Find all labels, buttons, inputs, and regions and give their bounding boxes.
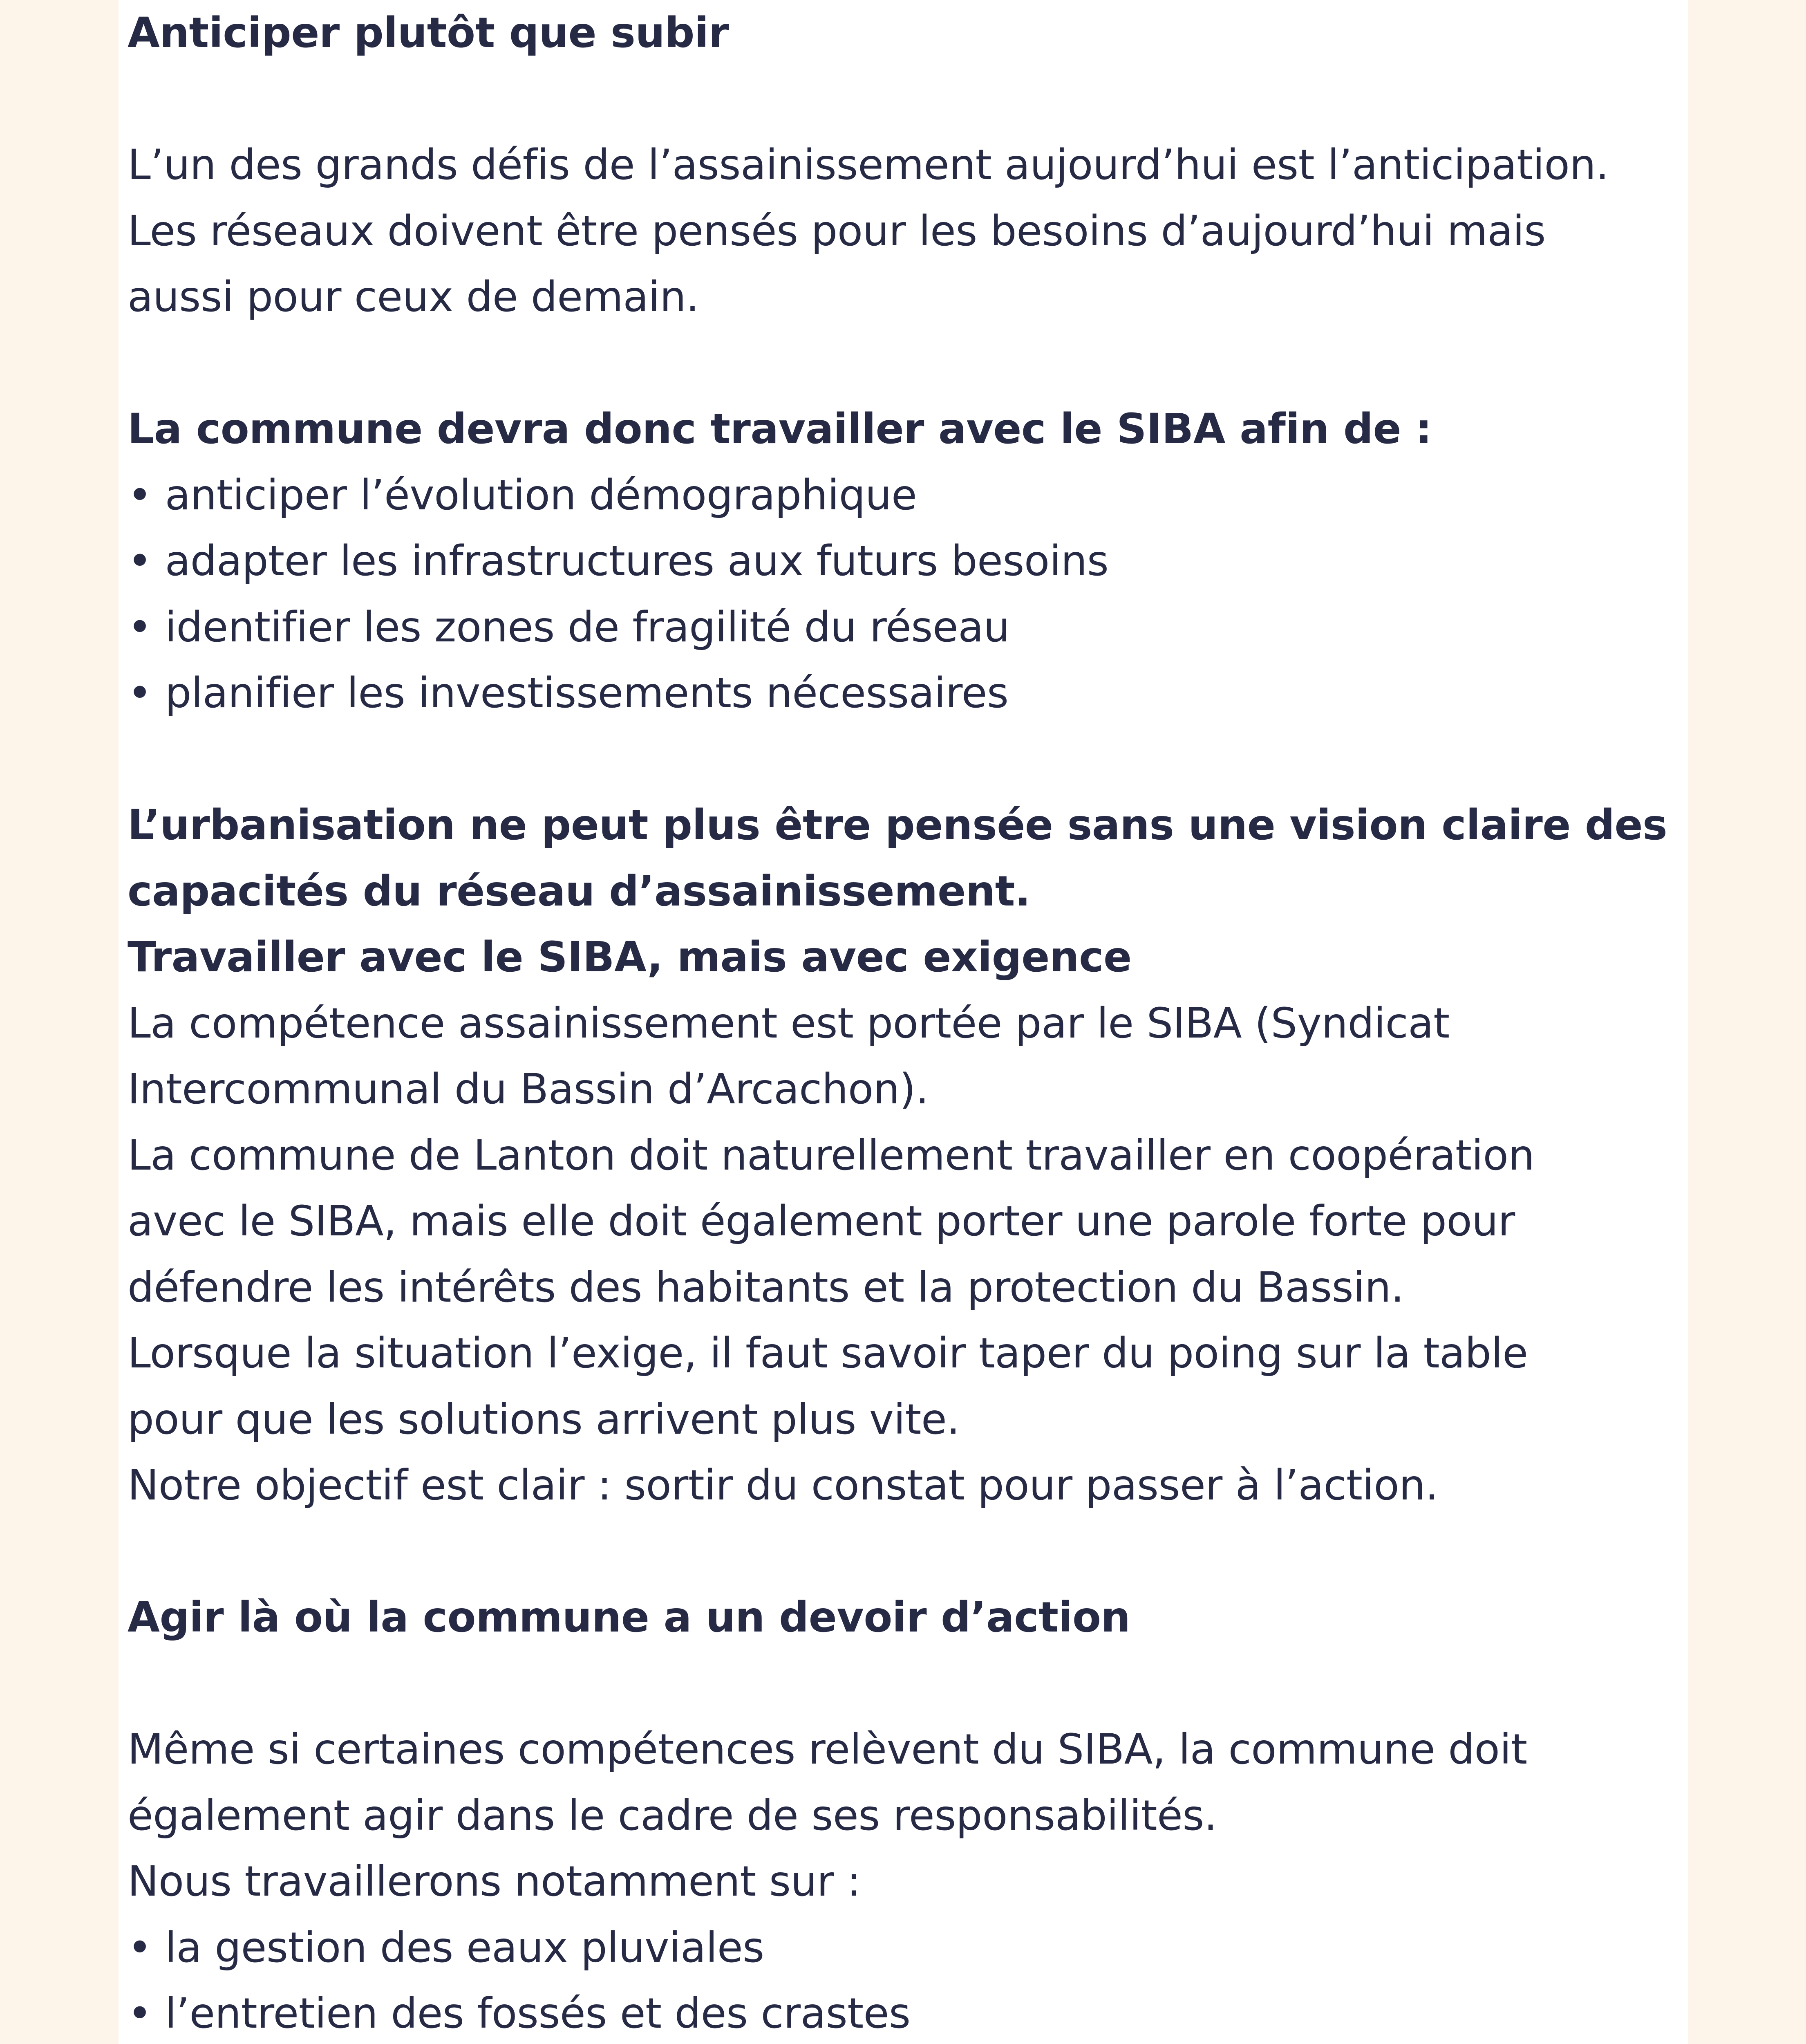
paragraph-line: aussi pour ceux de demain. <box>128 273 699 321</box>
paragraph-line: La commune de Lanton doit naturellement travailler en coopération <box>128 1131 1535 1180</box>
spacer <box>128 1519 1681 1585</box>
paragraph-line: Lorsque la situation l’exige, il faut savoir taper du poing sur la table <box>128 1329 1528 1378</box>
section-heading-anticiper: Anticiper plutôt que subir <box>128 9 729 57</box>
statement-line: capacités du réseau d’assainissement. <box>128 867 1031 916</box>
paragraph-line: défendre les intérêts des habitants et la protection du Bassin. <box>128 1263 1404 1312</box>
paragraph-line: pour que les solutions arrivent plus vite. <box>128 1395 960 1444</box>
spacer <box>128 330 1681 397</box>
paragraph-line: Nous travaillerons notamment sur : <box>128 1857 861 1906</box>
spacer <box>128 1651 1681 1717</box>
paragraph-line: La compétence assainissement est portée par le SIBA (Syndicat <box>128 999 1450 1048</box>
statement-line: L’urbanisation ne peut plus être pensée sans une vision claire des <box>128 801 1667 849</box>
list-item: • anticiper l’évolution démographique <box>128 471 917 520</box>
document-content <box>128 0 1681 2044</box>
section-heading-commune-siba: La commune devra donc travailler avec le SIBA afin de : <box>128 405 1432 453</box>
list-item: • l’entretien des fossés et des crastes <box>128 1989 911 2038</box>
paragraph-line: Les réseaux doivent être pensés pour les besoins d’aujourd’hui mais <box>128 206 1546 256</box>
list-item: • la gestion des eaux pluviales <box>128 1923 764 1972</box>
section-heading-travailler-siba: Travailler avec le SIBA, mais avec exigence <box>128 933 1132 982</box>
document-page <box>119 0 1688 2044</box>
list-item: • planifier les investissements nécessaires <box>128 669 1009 717</box>
paragraph-line: avec le SIBA, mais elle doit également porter une parole forte pour <box>128 1197 1515 1246</box>
spacer <box>128 726 1681 793</box>
list-item: • adapter les infrastructures aux futurs besoins <box>128 537 1109 585</box>
paragraph-line: L’un des grands défis de l’assainissement aujourd’hui est l’anticipation. <box>128 141 1609 189</box>
section-heading-agir: Agir là où la commune a un devoir d’action <box>128 1593 1130 1642</box>
list-item: • identifier les zones de fragilité du réseau <box>128 603 1010 652</box>
paragraph-line: Notre objectif est clair : sortir du constat pour passer à l’action. <box>128 1461 1439 1510</box>
paragraph-line: également agir dans le cadre de ses responsabilités. <box>128 1791 1217 1840</box>
paragraph-line: Intercommunal du Bassin d’Arcachon). <box>128 1065 929 1114</box>
spacer <box>128 66 1681 132</box>
paragraph-line: Même si certaines compétences relèvent du SIBA, la commune doit <box>128 1725 1527 1774</box>
